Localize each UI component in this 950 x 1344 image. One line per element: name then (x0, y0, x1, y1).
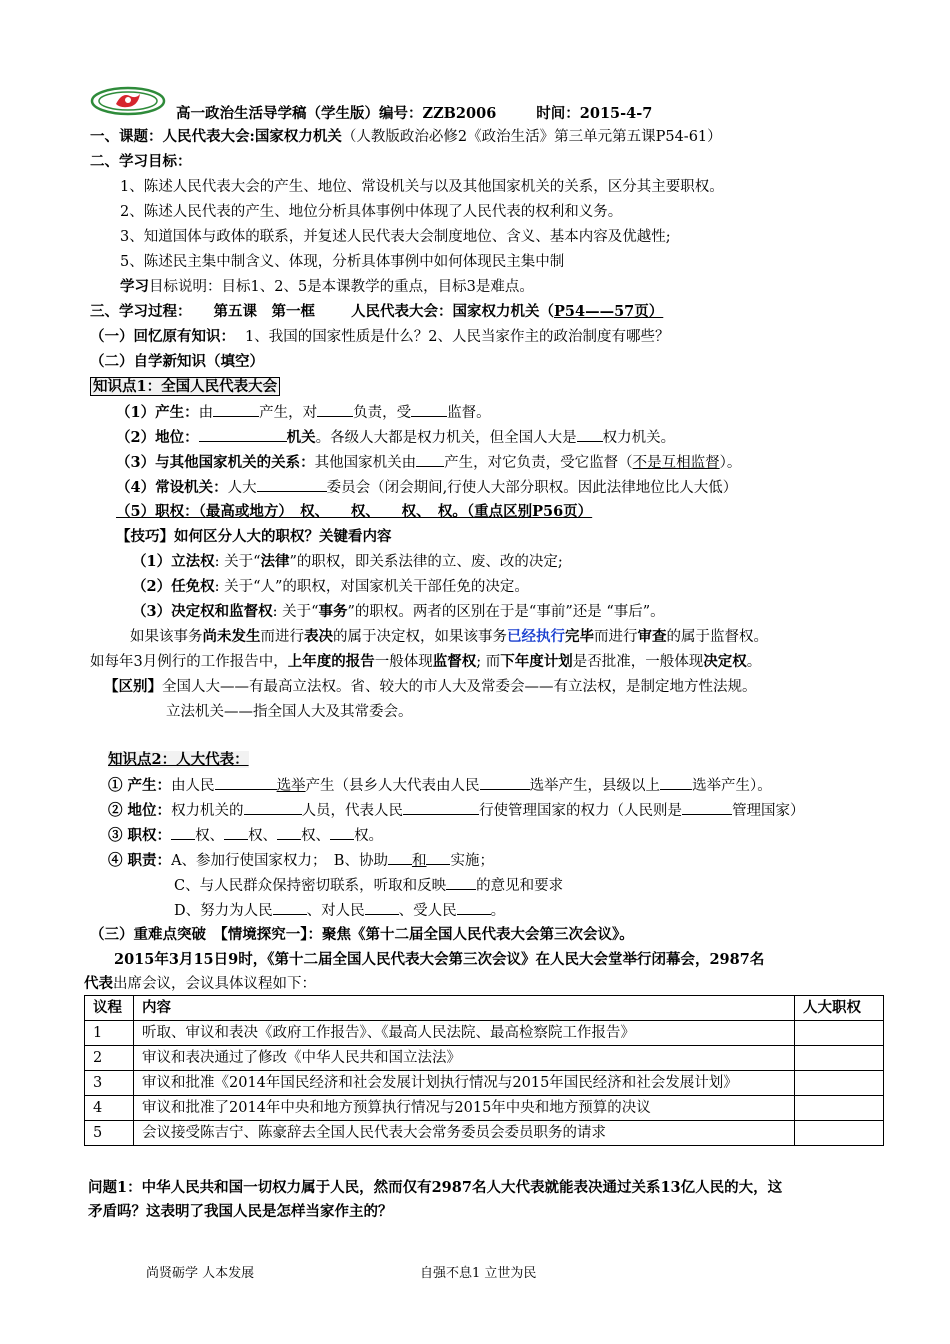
kp2-title: 知识点2：人大代表： (108, 751, 249, 768)
diff-line-2: 立法机关——指全国人大及其常委会。 (166, 704, 413, 720)
tip-paragraph-1: 如果该事务尚未发生而进行表决的属于决定权，如果该事务已经执行完毕而进行审查的属于监督权。 (130, 628, 768, 645)
table-row (85, 1021, 884, 1046)
kp2-rights: ③ 职权： 权、 权、 权、 权。 (108, 827, 384, 844)
agenda-no: 3 (85, 1071, 134, 1096)
agenda-power-cell (795, 1046, 884, 1071)
question-1-line-2: 矛盾吗？这表明了我国人民是怎样当家作主的？ (88, 1203, 393, 1220)
agenda-content: 会议接受陈吉宁、陈豪辞去全国人民代表大会常务委员会委员职务的请求 (134, 1121, 795, 1146)
table-row (85, 1096, 884, 1121)
goal-1: 1、陈述人民代表大会的产生、地位、常设机关与以及其他国家机关的关系，区分其主要职权。 (120, 179, 724, 195)
table-row (85, 1071, 884, 1096)
key-section-title: （三）重难点突破 【情境探究一】：聚焦《第十二届全国人民代表大会第三次会议》。 (90, 926, 634, 943)
agenda-power-cell (795, 1021, 884, 1046)
kp2-duties: ④ 职责：A、参加行使国家权力； B、协助 和 实施； (108, 852, 494, 869)
agenda-no: 2 (85, 1046, 134, 1071)
kp1-title: 知识点1：全国人民代表大会 (90, 377, 280, 397)
key-section-line-1: 2015年3月15日9时，《第十二届全国人民代表大会第三次会议》在人民大会堂举行闭幕会，2987名 (114, 951, 765, 968)
kp1-origin: （1）产生：由 产生，对 负责，受 监督。 (116, 404, 491, 421)
kp1-powers: （5）职权：（最高或地方） 权、 权、 权、 权。（重点区别P56页） (116, 503, 593, 520)
tip-paragraph-2: 如每年3月例行的工作报告中，上年度的报告一般体现监督权; 而下年度计划是否批准，一般体现决定权。 (90, 653, 762, 670)
agenda-no: 1 (85, 1021, 134, 1046)
goal-note: 学习目标说明：目标1、2、5是本课教学的重点，目标3是难点。 (120, 278, 534, 295)
table-row (85, 1121, 884, 1146)
footer-right: 自强不息1 立世为民 (420, 1266, 537, 1281)
tip-legislative: （1）立法权: 关于“法律”的职权，即关系法律的立、废、改的决定; (132, 553, 563, 570)
agenda-header-content: 内容 (134, 996, 795, 1021)
tip-decision: （3）决定权和监督权: 关于“事务”的职权。两者的区别在于是“事前”还是 “事后”。 (132, 603, 665, 620)
agenda-header-no: 议程 (85, 996, 134, 1021)
self-study-label: （二）自学新知识（填空） (90, 353, 264, 370)
agenda-no: 4 (85, 1096, 134, 1121)
agenda-content: 审议和批准《2014年国民经济和社会发展计划执行情况与2015年国民经济和社会发展计划》 (134, 1071, 795, 1096)
question-1-line-1: 问题1：中华人民共和国一切权力属于人民，然而仅有2987名人大代表就能表决通过关系13亿人民的大，这 (88, 1179, 783, 1196)
recall-line: （一）回忆原有知识： 1、我国的国家性质是什么？2、人民当家作主的政治制度有哪些？ (90, 328, 670, 345)
key-section-line-2: 代表出席会议，会议具体议程如下： (84, 975, 316, 992)
kp2-status: ② 地位：权力机关的 人员，代表人民 行使管理国家的权力（人民则是 管理国家） (108, 802, 805, 819)
goal-5: 5、陈述民主集中制含义、体现，分析具体事例中如何体现民主集中制 (120, 254, 565, 270)
agenda-header-power: 人大职权 (795, 996, 884, 1021)
doc-title: 高一政治生活导学稿（学生版）编号：ZZB2006 时间：2015-4-7 (176, 105, 653, 122)
agenda-content: 听取、审议和表决《政府工作报告》、《最高人民法院、最高检察院工作报告》 (134, 1021, 795, 1046)
table-row (85, 1046, 884, 1071)
footer-left: 尚贤砺学 人本发展 (146, 1266, 255, 1281)
agenda-table (84, 995, 884, 1146)
tip-appointment: （2）任免权: 关于“人”的职权，对国家机关干部任免的决定。 (132, 578, 529, 595)
tip-title: 【技巧】如何区分人大的职权？关键看内容 (116, 528, 392, 545)
kp1-status: （2）地位： 机关。各级人大都是权力机关，但全国人大是 权力机关。 (116, 429, 676, 446)
section-goals-label: 二、学习目标： (90, 153, 192, 170)
kp2-origin: ① 产生：由人民 选举产生（县乡人大代表由人民 选举产生，县级以上 选举产生）。 (108, 777, 772, 794)
goal-3: 3、知道国体与政体的联系，并复述人民代表大会制度地位、含义、基本内容及优越性; (120, 229, 671, 245)
school-logo-icon (90, 86, 166, 116)
kp2-duty-c: C、与人民群众保持密切联系，听取和反映 的意见和要求 (174, 875, 563, 896)
agenda-content: 审议和批准了2014年中央和地方预算执行情况与2015年中央和地方预算的决议 (134, 1096, 795, 1121)
agenda-no: 5 (85, 1121, 134, 1146)
agenda-content: 审议和表决通过了修改《中华人民共和国立法法》 (134, 1046, 795, 1071)
agenda-power-cell (795, 1121, 884, 1146)
agenda-power-cell (795, 1071, 884, 1096)
kp1-relation: （3）与其他国家机关的关系：其他国家机关由 产生，对它负责，受它监督（不是互相监督）。 (116, 454, 742, 471)
kp1-standing: （4）常设机关：人大 委员会（闭会期间,行使人大部分职权。因此法律地位比人大低） (116, 479, 738, 496)
section-topic: 一、课题：人民代表大会:国家权力机关（人教版政治必修2《政治生活》第三单元第五课P54-61） (90, 128, 722, 145)
goal-2: 2、陈述人民代表的产生、地位分析具体事例中体现了人民代表的权利和义务。 (120, 204, 623, 220)
section-process: 三、学习过程： 第五课 第一框 人民代表大会：国家权力机关（P54——57页） (90, 303, 664, 320)
diff-line-1: 【区别】全国人大——有最高立法权。省、较大的市人大及常委会——有立法权，是制定地方性法规。 (104, 678, 757, 695)
kp2-duty-d: D、努力为人民 、对人民 、受人民 。 (174, 900, 505, 921)
agenda-header-row (85, 996, 884, 1021)
agenda-power-cell (795, 1096, 884, 1121)
